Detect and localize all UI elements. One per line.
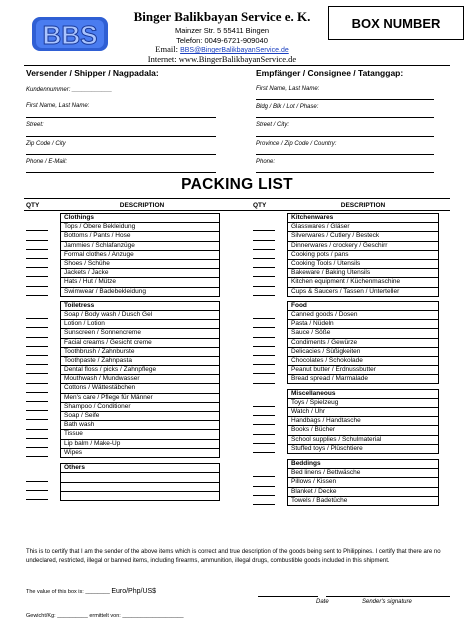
- qty-field[interactable]: [253, 364, 275, 365]
- weight-row: [26, 613, 184, 619]
- item-group-left-1: [60, 301, 220, 458]
- qty-field[interactable]: [26, 327, 48, 328]
- qty-field[interactable]: [26, 318, 48, 319]
- item-label: Books / Bücher: [288, 426, 438, 435]
- item-label: Hats / Hut / Mütze: [61, 278, 219, 287]
- qty-field[interactable]: [253, 476, 275, 477]
- qty-field[interactable]: [253, 230, 275, 231]
- category-label: Toiletress: [61, 302, 219, 311]
- item-label: [61, 473, 219, 482]
- item-label: Toothbrush / Zahnburste: [61, 348, 219, 357]
- consignee-street-label: Street / City:: [256, 122, 290, 128]
- qty-field[interactable]: [26, 447, 48, 448]
- email-link[interactable]: BBS@BingerBalikbayanService.de: [180, 47, 289, 54]
- item-label: Formal clothes / Anzuge: [61, 251, 219, 260]
- company-address: Mainzer Str. 5 55411 Bingen: [174, 26, 270, 35]
- sender-title: Versender / Shipper / Nagpadala:: [26, 68, 159, 78]
- qty-field[interactable]: [253, 443, 275, 444]
- qty-field[interactable]: [26, 490, 48, 491]
- currency-label: Euro/Php/US$: [111, 588, 157, 595]
- consignee-province-field[interactable]: [256, 154, 434, 155]
- item-label: Bed linens / Bettwäsche: [288, 469, 438, 478]
- qty-field[interactable]: [253, 504, 275, 505]
- qty-field[interactable]: [253, 406, 275, 407]
- item-label: Soap / Seife: [61, 412, 219, 421]
- box-number-field[interactable]: [328, 6, 464, 40]
- qty-field[interactable]: [253, 337, 275, 338]
- description-header-right: DESCRIPTION: [340, 202, 386, 209]
- company-logo: [30, 14, 110, 54]
- item-group-left-0: [60, 213, 220, 297]
- item-label: Dental floss / picks / Zahnpflege: [61, 366, 219, 375]
- qty-field[interactable]: [253, 373, 275, 374]
- item-label: School supplies / Schulmaterial: [288, 436, 438, 445]
- qty-field[interactable]: [26, 401, 48, 402]
- qty-field[interactable]: [253, 267, 275, 268]
- consignee-province-label: Province / Zip Code / Country:: [256, 141, 337, 147]
- qty-field[interactable]: [26, 267, 48, 268]
- item-label: Silverwares / Cutlery / Besteck: [288, 232, 438, 241]
- item-label: Cups & Saucers / Tassen / Unterteller: [291, 287, 400, 295]
- qty-header-left: QTY: [26, 202, 40, 209]
- item-label: Lip balm / Make-Up: [61, 440, 219, 449]
- consignee-title: Empfänger / Consignee / Tatanggap:: [256, 68, 404, 78]
- qty-field[interactable]: [253, 486, 275, 487]
- category-label: Others: [61, 464, 219, 473]
- item-label: [61, 483, 219, 492]
- qty-field[interactable]: [253, 249, 275, 250]
- company-name: Binger Balikbayan Service e. K.: [133, 9, 311, 24]
- item-label: Glasswares / Gläser: [288, 223, 438, 232]
- qty-field[interactable]: [26, 276, 48, 277]
- certification-text: This is to certify that I am the sender of the above items which is correct and true description of the goods being sent to Philippines. I certify that there are no undeclared, restricted, illegal or banned items, including firearms, ammunition, illegal drugs, combustible goods included in this shipment.: [26, 549, 441, 564]
- box-value-label: The value of this box is:: [26, 589, 84, 595]
- category-label: Miscellaneous: [288, 390, 438, 399]
- packing-header-top-rule: [24, 198, 450, 199]
- item-label: Jammies / Schlafanzüge: [61, 242, 219, 251]
- qty-field[interactable]: [253, 434, 275, 435]
- box-number-label: BOX NUMBER: [351, 15, 441, 31]
- consignee-street-field[interactable]: [256, 136, 434, 137]
- qty-field[interactable]: [26, 337, 48, 338]
- weight-label: Gewicht/Kg:: [26, 613, 56, 619]
- qty-field[interactable]: [253, 240, 275, 241]
- sender-phone-label: Phone / E-Mail:: [26, 159, 68, 165]
- item-group-left-2: [60, 463, 220, 501]
- qty-field[interactable]: [253, 327, 275, 328]
- item-label: Towels / Badetüche: [291, 496, 348, 504]
- qty-field[interactable]: [26, 346, 48, 347]
- box-value-field[interactable]: ________: [85, 589, 110, 595]
- item-label: Sauce / Söße: [288, 329, 438, 338]
- footer-block: [26, 548, 450, 565]
- company-website: Internet: www.BingerBalikbayanService.de: [147, 54, 297, 64]
- qty-header-right: QTY: [253, 202, 267, 209]
- consignee-bldg-label: Bldg / Blk / Lot / Phase:: [256, 104, 319, 110]
- taken-by-field[interactable]: ____________________: [122, 613, 184, 619]
- qty-field[interactable]: [26, 240, 48, 241]
- date-label: Date: [316, 599, 329, 605]
- company-phone: Telefon: 0049-6721-909040: [176, 36, 268, 45]
- item-label: Jackets / Jacke: [61, 269, 219, 278]
- item-group-right-1: [287, 301, 439, 385]
- sender-street-field[interactable]: [26, 136, 216, 137]
- header-divider: [24, 65, 450, 66]
- sender-zip-label: Zip Code / City: [26, 141, 66, 147]
- customer-number-label: Kundennummer: ____________: [26, 87, 113, 93]
- item-label: Bath wash: [61, 421, 219, 430]
- sender-zip-field[interactable]: [26, 154, 216, 155]
- qty-field[interactable]: [26, 410, 48, 411]
- consignee-phone-label: Phone:: [256, 159, 276, 165]
- item-label: Stuffed toys / Plüschtiere: [291, 444, 363, 452]
- item-label: Cottons / Wättestäbchen: [61, 384, 219, 393]
- signature-label: Sender's signature: [362, 599, 412, 605]
- qty-field[interactable]: [253, 452, 275, 453]
- sender-street-label: Street:: [26, 122, 44, 128]
- item-label: Handbags / Handtasche: [288, 417, 438, 426]
- item-label: Peanut butter / Erdnussbutter: [288, 366, 438, 375]
- item-label: Lotion / Lotion: [61, 320, 219, 329]
- qty-field[interactable]: [26, 419, 48, 420]
- item-label: Canned goods / Dosen: [288, 311, 438, 320]
- qty-field[interactable]: [26, 355, 48, 356]
- description-header-left: DESCRIPTION: [119, 202, 165, 209]
- item-label: Kitchen equipment / Küchenmaschine: [288, 278, 438, 287]
- category-label: Kitchenwares: [288, 214, 438, 223]
- item-label: Soap / Body wash / Dusch Gel: [61, 311, 219, 320]
- item-label: Pasta / Nüdeln: [288, 320, 438, 329]
- company-address-block: [112, 26, 332, 46]
- item-label: Swimwear / Badebekleidung: [64, 287, 147, 295]
- box-value-row: [26, 588, 156, 595]
- item-label: Bread spread / Marmalade: [291, 375, 368, 383]
- item-label: Toys / Spielzeug: [288, 399, 438, 408]
- item-label: Tissue: [61, 430, 219, 439]
- sender-phone-field[interactable]: [26, 172, 216, 173]
- qty-field[interactable]: [253, 276, 275, 277]
- signature-field[interactable]: [326, 596, 450, 597]
- packing-header-bottom-rule: [24, 210, 450, 211]
- category-label: Beddings: [288, 460, 438, 469]
- category-label: Clothings: [61, 214, 219, 223]
- qty-field[interactable]: [26, 383, 48, 384]
- qty-field[interactable]: [253, 415, 275, 416]
- item-label: [61, 492, 219, 500]
- item-label: Shampoo / Conditioner: [61, 403, 219, 412]
- item-label: Pillows / Kissen: [288, 478, 438, 487]
- item-label: Delicacies / Süßigkeiten: [288, 348, 438, 357]
- item-label: Bakeware / Baking Utensils: [288, 269, 438, 278]
- item-label: Facial creams / Gesicht creme: [61, 339, 219, 348]
- consignee-name-label: First Name, Last Name:: [256, 86, 320, 92]
- item-label: Mouthwash / Mundwasser: [61, 375, 219, 384]
- item-label: Dinnerwares / crockery / Geschirr: [288, 242, 438, 251]
- qty-field[interactable]: [253, 318, 275, 319]
- qty-field[interactable]: [253, 346, 275, 347]
- item-group-right-3: [287, 459, 439, 506]
- qty-field[interactable]: [253, 383, 275, 384]
- consignee-name-field[interactable]: [256, 99, 434, 100]
- date-field[interactable]: [258, 596, 318, 597]
- qty-field[interactable]: [26, 456, 48, 457]
- item-label: Watch / Uhr: [288, 408, 438, 417]
- taken-by-label: ermittelt von:: [89, 613, 121, 619]
- qty-field[interactable]: [253, 295, 275, 296]
- sender-name-field[interactable]: [26, 117, 216, 118]
- company-email-row: [112, 44, 332, 54]
- item-label: Shoes / Schühe: [61, 260, 219, 269]
- qty-field[interactable]: [26, 438, 48, 439]
- qty-field[interactable]: [26, 286, 48, 287]
- qty-field[interactable]: [26, 429, 48, 430]
- item-label: Chocolates / Schokolade: [288, 357, 438, 366]
- qty-field[interactable]: [26, 481, 48, 482]
- item-group-right-0: [287, 213, 439, 297]
- logo-text: BBS: [42, 20, 98, 50]
- qty-field[interactable]: [26, 392, 48, 393]
- sender-name-label: First Name, Last Name:: [26, 103, 90, 109]
- consignee-phone-field[interactable]: [256, 172, 434, 173]
- qty-field[interactable]: [26, 258, 48, 259]
- qty-field[interactable]: [26, 499, 48, 500]
- item-label: Toothpaste / Zahnpasta: [61, 357, 219, 366]
- qty-field[interactable]: [26, 295, 48, 296]
- item-group-right-2: [287, 389, 439, 454]
- item-label: Cooking pots / pans: [288, 251, 438, 260]
- qty-field[interactable]: [253, 355, 275, 356]
- item-label: Blanket / Decke: [288, 488, 438, 497]
- item-label: Wipes: [64, 448, 83, 456]
- qty-field[interactable]: [253, 258, 275, 259]
- item-label: Cooking Tools / Utensils: [288, 260, 438, 269]
- qty-field[interactable]: [26, 249, 48, 250]
- qty-field[interactable]: [253, 424, 275, 425]
- item-label: Bottoms / Pants / Hose: [61, 232, 219, 241]
- category-label: Food: [288, 302, 438, 311]
- email-label: Email:: [155, 44, 181, 54]
- item-label: Tops / Obere Bekleidung: [61, 223, 219, 232]
- packing-list-title: PACKING LIST: [181, 176, 293, 193]
- qty-field[interactable]: [26, 230, 48, 231]
- consignee-bldg-field[interactable]: [256, 117, 434, 118]
- qty-field[interactable]: [26, 373, 48, 374]
- weight-field[interactable]: __________: [57, 613, 88, 619]
- item-label: Men's care / Pflege für Männer: [61, 394, 219, 403]
- qty-field[interactable]: [26, 364, 48, 365]
- qty-field[interactable]: [253, 495, 275, 496]
- item-label: Sunscreen / Sonnencreme: [61, 329, 219, 338]
- item-label: Condiments / Gewürze: [288, 339, 438, 348]
- qty-field[interactable]: [253, 286, 275, 287]
